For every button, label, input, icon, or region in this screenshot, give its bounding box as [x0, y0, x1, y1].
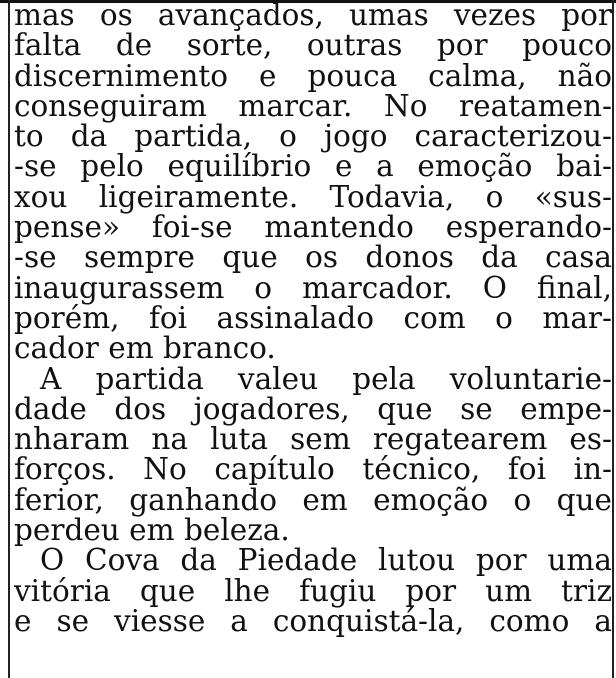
- text-line: mas os avançados, umas vezes por: [14, 0, 612, 32]
- paragraph-end-line: perdeu em beleza.: [14, 513, 290, 548]
- text-line: pense» foi-se mantendo esperando-: [14, 210, 612, 245]
- text-line: ferior, ganhando em emoção o que: [14, 482, 612, 517]
- paragraph-start-line: A partida valeu pela voluntarie-: [40, 361, 612, 396]
- text-line: vitória que lhe fugiu por um triz: [14, 573, 612, 608]
- paragraph-end-line: cador em branco.: [14, 331, 276, 366]
- text-line: dade dos jogadores, que se empe-: [14, 391, 612, 426]
- text-line: -se pelo equilíbrio e a emoção bai-: [14, 149, 612, 184]
- text-line-cut: [14, 636, 612, 666]
- text-line: porém, foi assinalado com o mar-: [14, 300, 612, 335]
- text-line: inaugurassem o marcador. O final,: [14, 270, 612, 305]
- text-line: xou ligeiramente. Todavia, o «sus-: [14, 179, 612, 214]
- text-line: falta de sorte, outras por pouco: [14, 28, 612, 63]
- column-rule-right: [612, 0, 614, 678]
- text-line: -se sempre que os donos da casa: [14, 240, 612, 275]
- text-line: discernimento e pouca calma, não: [14, 58, 612, 93]
- paragraph-start-line: O Cova da Piedade lutou por uma: [40, 543, 612, 578]
- text-line: to da partida, o jogo caracterizou-: [14, 119, 612, 154]
- column-rule-left: [8, 0, 10, 678]
- text-line: forços. No capítulo técnico, foi in-: [14, 452, 612, 487]
- text-line: nharam na luta sem regatearem es-: [14, 422, 612, 457]
- text-line: e se viesse a conquistá-la, como a: [14, 603, 612, 638]
- text-line: conseguiram marcar. No reatamen-: [14, 88, 612, 123]
- article-column: [14, 0, 612, 678]
